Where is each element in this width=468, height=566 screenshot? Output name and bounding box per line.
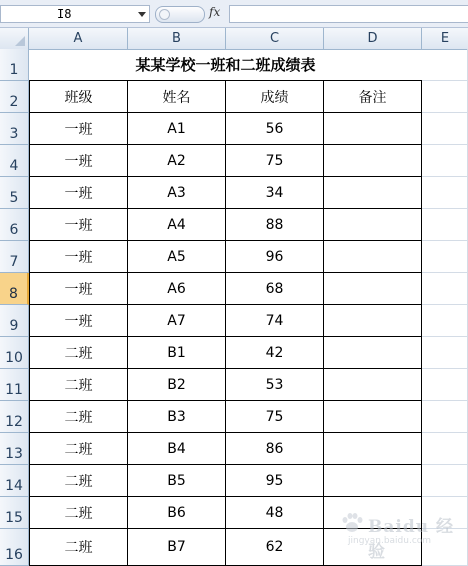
header-cell[interactable]: 备注: [324, 81, 422, 113]
watermark: [340, 508, 460, 562]
table-cell[interactable]: 一班: [29, 273, 128, 305]
table-cell[interactable]: 95: [226, 465, 324, 497]
formula-input[interactable]: [229, 5, 468, 23]
row-header-14[interactable]: [0, 465, 29, 497]
table-cell[interactable]: A4: [128, 209, 226, 241]
row-header-1[interactable]: [0, 49, 29, 81]
table-cell[interactable]: A6: [128, 273, 226, 305]
table-cell[interactable]: B3: [128, 401, 226, 433]
column-header-d[interactable]: D: [324, 28, 422, 49]
select-all-button[interactable]: [0, 28, 29, 49]
table-cell[interactable]: 二班: [29, 401, 128, 433]
empty-cell[interactable]: [422, 273, 468, 305]
table-cell[interactable]: [324, 113, 422, 145]
table-cell[interactable]: B7: [128, 529, 226, 566]
table-cell[interactable]: 75: [226, 401, 324, 433]
row-number: 9: [9, 318, 19, 334]
row-number: 3: [9, 126, 19, 142]
table-cell[interactable]: B2: [128, 369, 226, 401]
empty-cell[interactable]: [422, 241, 468, 273]
dropdown-arrow-icon[interactable]: [138, 12, 146, 17]
column-header-c[interactable]: C: [226, 28, 324, 49]
splitter-handle[interactable]: [155, 6, 205, 23]
table-cell[interactable]: 74: [226, 305, 324, 337]
row-header-12[interactable]: [0, 401, 29, 433]
table-cell[interactable]: A2: [128, 145, 226, 177]
table-cell[interactable]: [324, 433, 422, 465]
empty-cell[interactable]: [422, 433, 468, 465]
row-number: 11: [5, 382, 23, 398]
row-number: 1: [9, 62, 19, 78]
table-cell[interactable]: 二班: [29, 369, 128, 401]
cell-reference: I8: [57, 7, 72, 21]
column-header-e[interactable]: E: [440, 31, 450, 46]
watermark-brand: Baidu 经验: [368, 517, 455, 562]
table-cell[interactable]: 34: [226, 177, 324, 209]
table-cell[interactable]: [324, 337, 422, 369]
row-header-15[interactable]: [0, 497, 29, 529]
table-cell[interactable]: 一班: [29, 209, 128, 241]
row-number: 5: [9, 190, 19, 206]
column-header-b[interactable]: B: [128, 28, 226, 49]
table-cell[interactable]: 86: [226, 433, 324, 465]
table-cell[interactable]: A5: [128, 241, 226, 273]
empty-cell[interactable]: [422, 401, 468, 433]
table-cell[interactable]: 53: [226, 369, 324, 401]
table-cell[interactable]: 一班: [29, 113, 128, 145]
table-cell[interactable]: [324, 273, 422, 305]
insert-function-icon[interactable]: fx: [209, 5, 221, 19]
table-cell[interactable]: [324, 369, 422, 401]
empty-cell[interactable]: [422, 369, 468, 401]
row-number: 7: [9, 254, 19, 270]
row-number: 4: [9, 158, 19, 174]
table-cell[interactable]: B5: [128, 465, 226, 497]
table-cell[interactable]: 二班: [29, 465, 128, 497]
table-cell[interactable]: 75: [226, 145, 324, 177]
row-number: 10: [5, 350, 23, 366]
row-number: 2: [9, 94, 19, 110]
watermark-url: jingyan.baidu.com: [348, 536, 432, 546]
row-header-8[interactable]: [0, 273, 29, 305]
table-cell[interactable]: B4: [128, 433, 226, 465]
row-number: 14: [5, 478, 23, 494]
table-cell[interactable]: 一班: [29, 241, 128, 273]
row-number: 13: [5, 446, 23, 462]
row-header-4[interactable]: [0, 145, 29, 177]
table-cell[interactable]: 一班: [29, 145, 128, 177]
table-cell[interactable]: 二班: [29, 433, 128, 465]
table-cell[interactable]: 68: [226, 273, 324, 305]
table-cell[interactable]: [324, 177, 422, 209]
column-header-row: [0, 28, 468, 50]
table-cell[interactable]: [324, 465, 422, 497]
empty-cell[interactable]: [422, 465, 468, 497]
row-header-2[interactable]: [0, 81, 29, 113]
row-header-10[interactable]: [0, 337, 29, 369]
row-header-9[interactable]: [0, 305, 29, 337]
header-cell[interactable]: 班级: [29, 81, 128, 113]
table-cell[interactable]: 96: [226, 241, 324, 273]
table-cell[interactable]: [324, 305, 422, 337]
row-number: 16: [5, 547, 23, 563]
empty-cell[interactable]: [422, 177, 468, 209]
row-number: 8: [9, 286, 18, 302]
cell-e2[interactable]: [422, 81, 468, 113]
table-cell[interactable]: 62: [226, 529, 324, 566]
table-cell[interactable]: A7: [128, 305, 226, 337]
table-cell[interactable]: [324, 145, 422, 177]
formula-bar: [0, 0, 468, 28]
row-number: 6: [9, 222, 19, 238]
table-cell[interactable]: 二班: [29, 497, 128, 529]
empty-cell[interactable]: [422, 145, 468, 177]
table-cell[interactable]: 48: [226, 497, 324, 529]
row-header-7[interactable]: [0, 241, 29, 273]
paw-icon: [340, 512, 364, 534]
column-header-a[interactable]: A: [29, 28, 128, 49]
table-cell[interactable]: [324, 209, 422, 241]
row-header-16[interactable]: [0, 529, 29, 566]
function-area: [152, 5, 228, 23]
table-cell[interactable]: 88: [226, 209, 324, 241]
table-cell[interactable]: 二班: [29, 337, 128, 369]
table-cell[interactable]: B6: [128, 497, 226, 529]
row-header-6[interactable]: [0, 209, 29, 241]
row-header-5[interactable]: [0, 177, 29, 209]
row-header-11[interactable]: [0, 369, 29, 401]
cell-e1[interactable]: [422, 49, 468, 81]
header-cell[interactable]: 姓名: [128, 81, 226, 113]
row-header-13[interactable]: [0, 433, 29, 465]
empty-cell[interactable]: [422, 209, 468, 241]
row-number: 12: [5, 414, 23, 430]
table-cell[interactable]: 一班: [29, 305, 128, 337]
header-cell[interactable]: 成绩: [226, 81, 324, 113]
empty-cell[interactable]: [422, 113, 468, 145]
sheet-title[interactable]: 某某学校一班和二班成绩表: [29, 49, 422, 81]
empty-cell[interactable]: [422, 305, 468, 337]
table-cell[interactable]: 一班: [29, 177, 128, 209]
row-number: 15: [5, 510, 23, 526]
table-cell[interactable]: 42: [226, 337, 324, 369]
table-cell[interactable]: A1: [128, 113, 226, 145]
empty-cell[interactable]: [422, 337, 468, 369]
row-header-3[interactable]: [0, 113, 29, 145]
table-cell[interactable]: [324, 241, 422, 273]
table-cell[interactable]: B1: [128, 337, 226, 369]
table-cell[interactable]: 56: [226, 113, 324, 145]
table-cell[interactable]: A3: [128, 177, 226, 209]
name-box[interactable]: [0, 5, 150, 23]
table-cell[interactable]: 二班: [29, 529, 128, 566]
table-cell[interactable]: [324, 401, 422, 433]
